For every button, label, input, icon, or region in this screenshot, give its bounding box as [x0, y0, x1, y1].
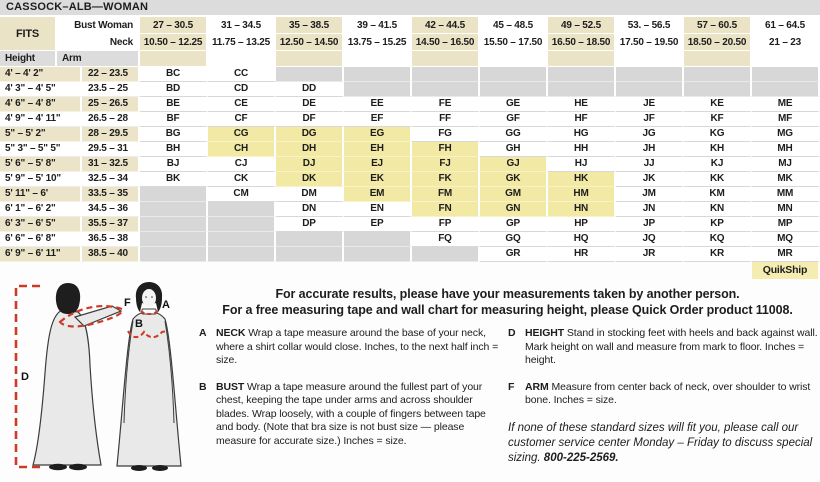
size-code-cell: FH	[412, 142, 480, 157]
size-code-cell: JG	[616, 127, 684, 142]
size-code-cell: MR	[752, 247, 820, 262]
size-code-cell: EN	[344, 202, 412, 217]
size-code-cell: KK	[684, 172, 752, 187]
size-code-cell: KE	[684, 97, 752, 112]
size-code-cell: DH	[276, 142, 344, 157]
size-code-cell: KM	[684, 187, 752, 202]
size-code-cell: HP	[548, 217, 616, 232]
size-code-cell: FQ	[412, 232, 480, 247]
height-range-cell: 4' 6" – 4' 8"	[0, 97, 82, 112]
size-code-cell: FJ	[412, 157, 480, 172]
diagram-label-f: F	[124, 297, 131, 309]
empty-size-cell	[412, 82, 480, 97]
bust-range-header: 31 – 34.5	[208, 17, 276, 34]
size-code-cell: DE	[276, 97, 344, 112]
instruction-column-right	[508, 327, 820, 466]
front-figure-face	[142, 289, 156, 307]
arm-range-cell: 36.5 – 38	[82, 232, 140, 247]
quikship-spacer	[0, 262, 752, 279]
empty-size-cell	[548, 82, 616, 97]
size-code-cell: KF	[684, 112, 752, 127]
instruction-letter: F	[508, 380, 515, 393]
diagram-label-a: A	[162, 299, 170, 311]
empty-size-cell	[276, 232, 344, 247]
size-code-cell: EJ	[344, 157, 412, 172]
size-code-cell: KN	[684, 202, 752, 217]
intro-line-2: For a free measuring tape and wall chart for measuring height, please Quick Order product 11008.	[222, 303, 793, 317]
face-eye-right	[151, 296, 153, 298]
size-table-row	[0, 232, 820, 247]
size-table-body	[0, 67, 820, 262]
arm-range-cell: 23.5 – 25	[82, 82, 140, 97]
neck-range-header: 11.75 – 13.25	[208, 34, 276, 51]
neck-range-header: 17.50 – 19.50	[616, 34, 684, 51]
empty-size-cell	[140, 232, 208, 247]
size-code-cell: GM	[480, 187, 548, 202]
size-code-cell: CJ	[208, 157, 276, 172]
size-code-cell: DG	[276, 127, 344, 142]
front-figure-feet	[131, 465, 147, 471]
height-range-cell: 5" 3" – 5" 5"	[0, 142, 82, 157]
size-code-cell: BG	[140, 127, 208, 142]
size-table-row	[0, 157, 820, 172]
empty-size-cell	[208, 202, 276, 217]
size-code-cell: BF	[140, 112, 208, 127]
size-code-cell: MG	[752, 127, 820, 142]
arm-range-cell: 38.5 – 40	[82, 247, 140, 262]
height-range-cell: 6' 9" – 6' 11"	[0, 247, 82, 262]
header-spacer-cell	[412, 51, 480, 67]
size-code-cell: HN	[548, 202, 616, 217]
size-table-header	[0, 17, 820, 67]
size-code-cell: JF	[616, 112, 684, 127]
size-code-cell: KP	[684, 217, 752, 232]
instruction-height	[508, 327, 820, 368]
size-code-cell: KR	[684, 247, 752, 262]
empty-size-cell	[616, 67, 684, 82]
instruction-text: Measure from center back of neck, over shoulder to wrist bone. Inches = size.	[525, 380, 811, 406]
empty-size-cell	[548, 67, 616, 82]
bust-range-header: 53. – 56.5	[616, 17, 684, 34]
neck-range-header: 15.50 – 17.50	[480, 34, 548, 51]
arm-range-cell: 35.5 – 37	[82, 217, 140, 232]
size-code-cell: JM	[616, 187, 684, 202]
size-code-cell: KQ	[684, 232, 752, 247]
size-code-cell: GJ	[480, 157, 548, 172]
size-code-cell: DM	[276, 187, 344, 202]
size-code-cell: MP	[752, 217, 820, 232]
arm-range-cell: 28 – 29.5	[82, 127, 140, 142]
empty-size-cell	[344, 247, 412, 262]
empty-size-cell	[344, 232, 412, 247]
neck-range-header: 12.50 – 14.50	[276, 34, 344, 51]
height-range-cell: 4' 3" – 4' 5"	[0, 82, 82, 97]
size-code-cell: HE	[548, 97, 616, 112]
size-code-cell: GF	[480, 112, 548, 127]
arm-range-cell: 29.5 – 31	[82, 142, 140, 157]
size-table-row	[0, 82, 820, 97]
measurement-diagram	[2, 281, 194, 481]
arm-range-cell: 25 – 26.5	[82, 97, 140, 112]
size-code-cell: ME	[752, 97, 820, 112]
instruction-term: HEIGHT	[525, 327, 565, 339]
chart-title: CASSOCK–ALB—WOMAN	[0, 0, 820, 17]
arm-range-cell: 26.5 – 28	[82, 112, 140, 127]
height-range-cell: 6' 1" – 6' 2"	[0, 202, 82, 217]
size-code-cell: MM	[752, 187, 820, 202]
size-code-cell: HK	[548, 172, 616, 187]
arm-range-cell: 33.5 – 35	[82, 187, 140, 202]
instruction-term: ARM	[525, 380, 549, 393]
size-code-cell: MN	[752, 202, 820, 217]
size-table-row	[0, 187, 820, 202]
fits-label: FITS	[0, 17, 57, 51]
size-code-cell: MH	[752, 142, 820, 157]
instruction-text: Wrap a tape measure around the fullest part of your chest, keeping the tape under arms and across shoulder blades. Wrap loosely, with a couple of fingers between tape and body. (Note that bra size is not bust size — please measure for accurate size.) Inches = size.	[216, 380, 486, 447]
size-code-cell: BK	[140, 172, 208, 187]
size-code-cell: EF	[344, 112, 412, 127]
size-code-cell: JN	[616, 202, 684, 217]
size-code-cell: HG	[548, 127, 616, 142]
special-sizing-text: If none of these standard sizes will fit you, please call our customer service center Monday – Friday to discuss special sizing.	[508, 421, 813, 464]
empty-size-cell	[480, 82, 548, 97]
size-code-cell: DP	[276, 217, 344, 232]
empty-size-cell	[276, 247, 344, 262]
back-figure-robe	[33, 310, 101, 465]
size-code-cell: HH	[548, 142, 616, 157]
instruction-letter: B	[199, 380, 207, 393]
size-code-cell: CM	[208, 187, 276, 202]
size-code-cell: JE	[616, 97, 684, 112]
height-range-cell: 4' – 4' 2"	[0, 67, 82, 82]
header-spacer-cell	[208, 51, 276, 67]
size-code-cell: DJ	[276, 157, 344, 172]
size-code-cell: MJ	[752, 157, 820, 172]
face-eye-left	[145, 296, 147, 298]
size-table-row	[0, 217, 820, 232]
instruction-columns	[199, 327, 820, 466]
bust-range-header: 49 – 52.5	[548, 17, 616, 34]
diagram-label-b: B	[135, 318, 143, 330]
size-code-cell: EH	[344, 142, 412, 157]
intro-line-1: For accurate results, please have your measurements taken by another person.	[275, 287, 740, 301]
size-table-row	[0, 127, 820, 142]
size-code-cell: FK	[412, 172, 480, 187]
customer-service-phone: 800-225-2569.	[543, 451, 619, 464]
size-table-row	[0, 97, 820, 112]
height-range-cell: 6' 3" – 6' 5"	[0, 217, 82, 232]
intro-text	[195, 279, 820, 318]
height-range-cell: 5' 6" – 5' 8"	[0, 157, 82, 172]
size-code-cell: EE	[344, 97, 412, 112]
empty-size-cell	[208, 217, 276, 232]
size-code-cell: KG	[684, 127, 752, 142]
size-code-cell: CE	[208, 97, 276, 112]
size-code-cell: CD	[208, 82, 276, 97]
header-spacer-cell	[276, 51, 344, 67]
empty-size-cell	[140, 217, 208, 232]
size-code-cell: HM	[548, 187, 616, 202]
size-code-cell: GP	[480, 217, 548, 232]
size-table-row	[0, 202, 820, 217]
header-spacer-cell	[344, 51, 412, 67]
size-code-cell: JQ	[616, 232, 684, 247]
empty-size-cell	[344, 82, 412, 97]
size-code-cell: DK	[276, 172, 344, 187]
size-code-cell: CG	[208, 127, 276, 142]
empty-size-cell	[412, 247, 480, 262]
size-code-cell: DD	[276, 82, 344, 97]
bust-range-header: 42 – 44.5	[412, 17, 480, 34]
size-code-cell: GN	[480, 202, 548, 217]
neck-range-header: 18.50 – 20.50	[684, 34, 752, 51]
size-code-cell: KH	[684, 142, 752, 157]
neck-range-header: 10.50 – 12.25	[140, 34, 208, 51]
size-code-cell: CH	[208, 142, 276, 157]
back-figure-feet	[49, 464, 67, 470]
header-spacer-cell	[684, 51, 752, 67]
size-table-row	[0, 142, 820, 157]
height-range-cell: 5' 11" – 6'	[0, 187, 82, 202]
header-spacer-cell	[616, 51, 684, 67]
empty-size-cell	[684, 67, 752, 82]
size-code-cell: FE	[412, 97, 480, 112]
bust-range-header: 61 – 64.5	[752, 17, 820, 34]
size-code-cell: HR	[548, 247, 616, 262]
front-figure-robe	[117, 312, 181, 466]
empty-size-cell	[344, 67, 412, 82]
empty-size-cell	[276, 67, 344, 82]
instruction-column-left	[199, 327, 502, 466]
arm-range-cell: 34.5 – 36	[82, 202, 140, 217]
empty-size-cell	[684, 82, 752, 97]
size-code-cell: MQ	[752, 232, 820, 247]
measuring-instructions-section	[0, 279, 820, 482]
neck-range-header: 16.50 – 18.50	[548, 34, 616, 51]
height-range-cell: 4' 9" – 4' 11"	[0, 112, 82, 127]
height-range-cell: 6' 6" – 6' 8"	[0, 232, 82, 247]
empty-size-cell	[140, 187, 208, 202]
size-code-cell: FP	[412, 217, 480, 232]
empty-size-cell	[208, 232, 276, 247]
height-column-label: Height	[0, 51, 57, 67]
empty-size-cell	[752, 82, 820, 97]
size-code-cell: BD	[140, 82, 208, 97]
size-code-cell: MK	[752, 172, 820, 187]
bust-range-header: 35 – 38.5	[276, 17, 344, 34]
instruction-arm	[508, 381, 820, 408]
size-code-cell: DF	[276, 112, 344, 127]
special-sizing-note	[508, 421, 820, 466]
arm-column-label: Arm	[57, 51, 140, 67]
instruction-term: BUST	[216, 380, 245, 393]
size-code-cell: EP	[344, 217, 412, 232]
size-code-cell: JK	[616, 172, 684, 187]
empty-size-cell	[480, 67, 548, 82]
size-code-cell: FN	[412, 202, 480, 217]
bust-range-header: 39 – 41.5	[344, 17, 412, 34]
instruction-bust	[199, 381, 502, 449]
diagram-label-d: D	[21, 371, 29, 383]
size-table-row	[0, 247, 820, 262]
size-code-cell: FM	[412, 187, 480, 202]
header-spacer-cell	[140, 51, 208, 67]
size-code-cell: FG	[412, 127, 480, 142]
height-range-cell: 5" – 5' 2"	[0, 127, 82, 142]
instruction-neck	[199, 327, 502, 368]
arm-range-cell: 32.5 – 34	[82, 172, 140, 187]
neck-row-label: Neck	[57, 34, 140, 51]
instruction-text: Stand in stocking feet with heels and back against wall. Mark height on wall and measure from mark to floor. Inches = height.	[525, 327, 818, 366]
size-code-cell: BJ	[140, 157, 208, 172]
neck-range-header: 13.75 – 15.25	[344, 34, 412, 51]
bust-range-header: 57 – 60.5	[684, 17, 752, 34]
header-spacer-cell	[752, 51, 820, 67]
back-figure-feet	[69, 464, 87, 470]
bust-range-header: 27 – 30.5	[140, 17, 208, 34]
empty-size-cell	[208, 247, 276, 262]
header-spacer-cell	[548, 51, 616, 67]
size-code-cell: JR	[616, 247, 684, 262]
size-code-cell: KJ	[684, 157, 752, 172]
size-code-cell: GQ	[480, 232, 548, 247]
empty-size-cell	[412, 67, 480, 82]
size-code-cell: CF	[208, 112, 276, 127]
size-code-cell: JJ	[616, 157, 684, 172]
size-code-cell: BH	[140, 142, 208, 157]
size-code-cell: JH	[616, 142, 684, 157]
size-code-cell: EK	[344, 172, 412, 187]
size-code-cell: CK	[208, 172, 276, 187]
size-code-cell: BE	[140, 97, 208, 112]
size-code-cell: BC	[140, 67, 208, 82]
size-code-cell: FF	[412, 112, 480, 127]
arm-range-cell: 22 – 23.5	[82, 67, 140, 82]
size-code-cell: HJ	[548, 157, 616, 172]
neck-range-header: 21 – 23	[752, 34, 820, 51]
size-code-cell: GE	[480, 97, 548, 112]
instruction-term: NECK	[216, 327, 246, 339]
size-table-row	[0, 112, 820, 127]
front-figure-feet	[152, 465, 168, 471]
quikship-badge: QuikShip	[752, 262, 818, 279]
empty-size-cell	[616, 82, 684, 97]
back-figure-head	[56, 283, 80, 314]
size-code-cell: GK	[480, 172, 548, 187]
bust-range-header: 45 – 48.5	[480, 17, 548, 34]
instruction-letter: D	[508, 327, 516, 339]
quikship-row	[0, 262, 820, 279]
header-spacer-cell	[480, 51, 548, 67]
empty-size-cell	[140, 247, 208, 262]
size-code-cell: HQ	[548, 232, 616, 247]
size-code-cell: CC	[208, 67, 276, 82]
size-code-cell: HF	[548, 112, 616, 127]
size-code-cell: GH	[480, 142, 548, 157]
size-code-cell: JP	[616, 217, 684, 232]
size-code-cell: EG	[344, 127, 412, 142]
size-code-cell: MF	[752, 112, 820, 127]
neck-range-header: 14.50 – 16.50	[412, 34, 480, 51]
size-table-row	[0, 172, 820, 187]
size-table-row	[0, 67, 820, 82]
size-code-cell: EM	[344, 187, 412, 202]
size-code-cell: GG	[480, 127, 548, 142]
bust-row-label: Bust Woman	[57, 17, 140, 34]
empty-size-cell	[752, 67, 820, 82]
instruction-text: Wrap a tape measure around the base of your neck, where a shirt collar would close. Inches, to the next half inch = size.	[216, 327, 499, 366]
arm-range-cell: 31 – 32.5	[82, 157, 140, 172]
empty-size-cell	[140, 202, 208, 217]
instruction-letter: A	[199, 327, 207, 339]
height-range-cell: 5' 9" – 5' 10"	[0, 172, 82, 187]
size-code-cell: DN	[276, 202, 344, 217]
size-code-cell: GR	[480, 247, 548, 262]
